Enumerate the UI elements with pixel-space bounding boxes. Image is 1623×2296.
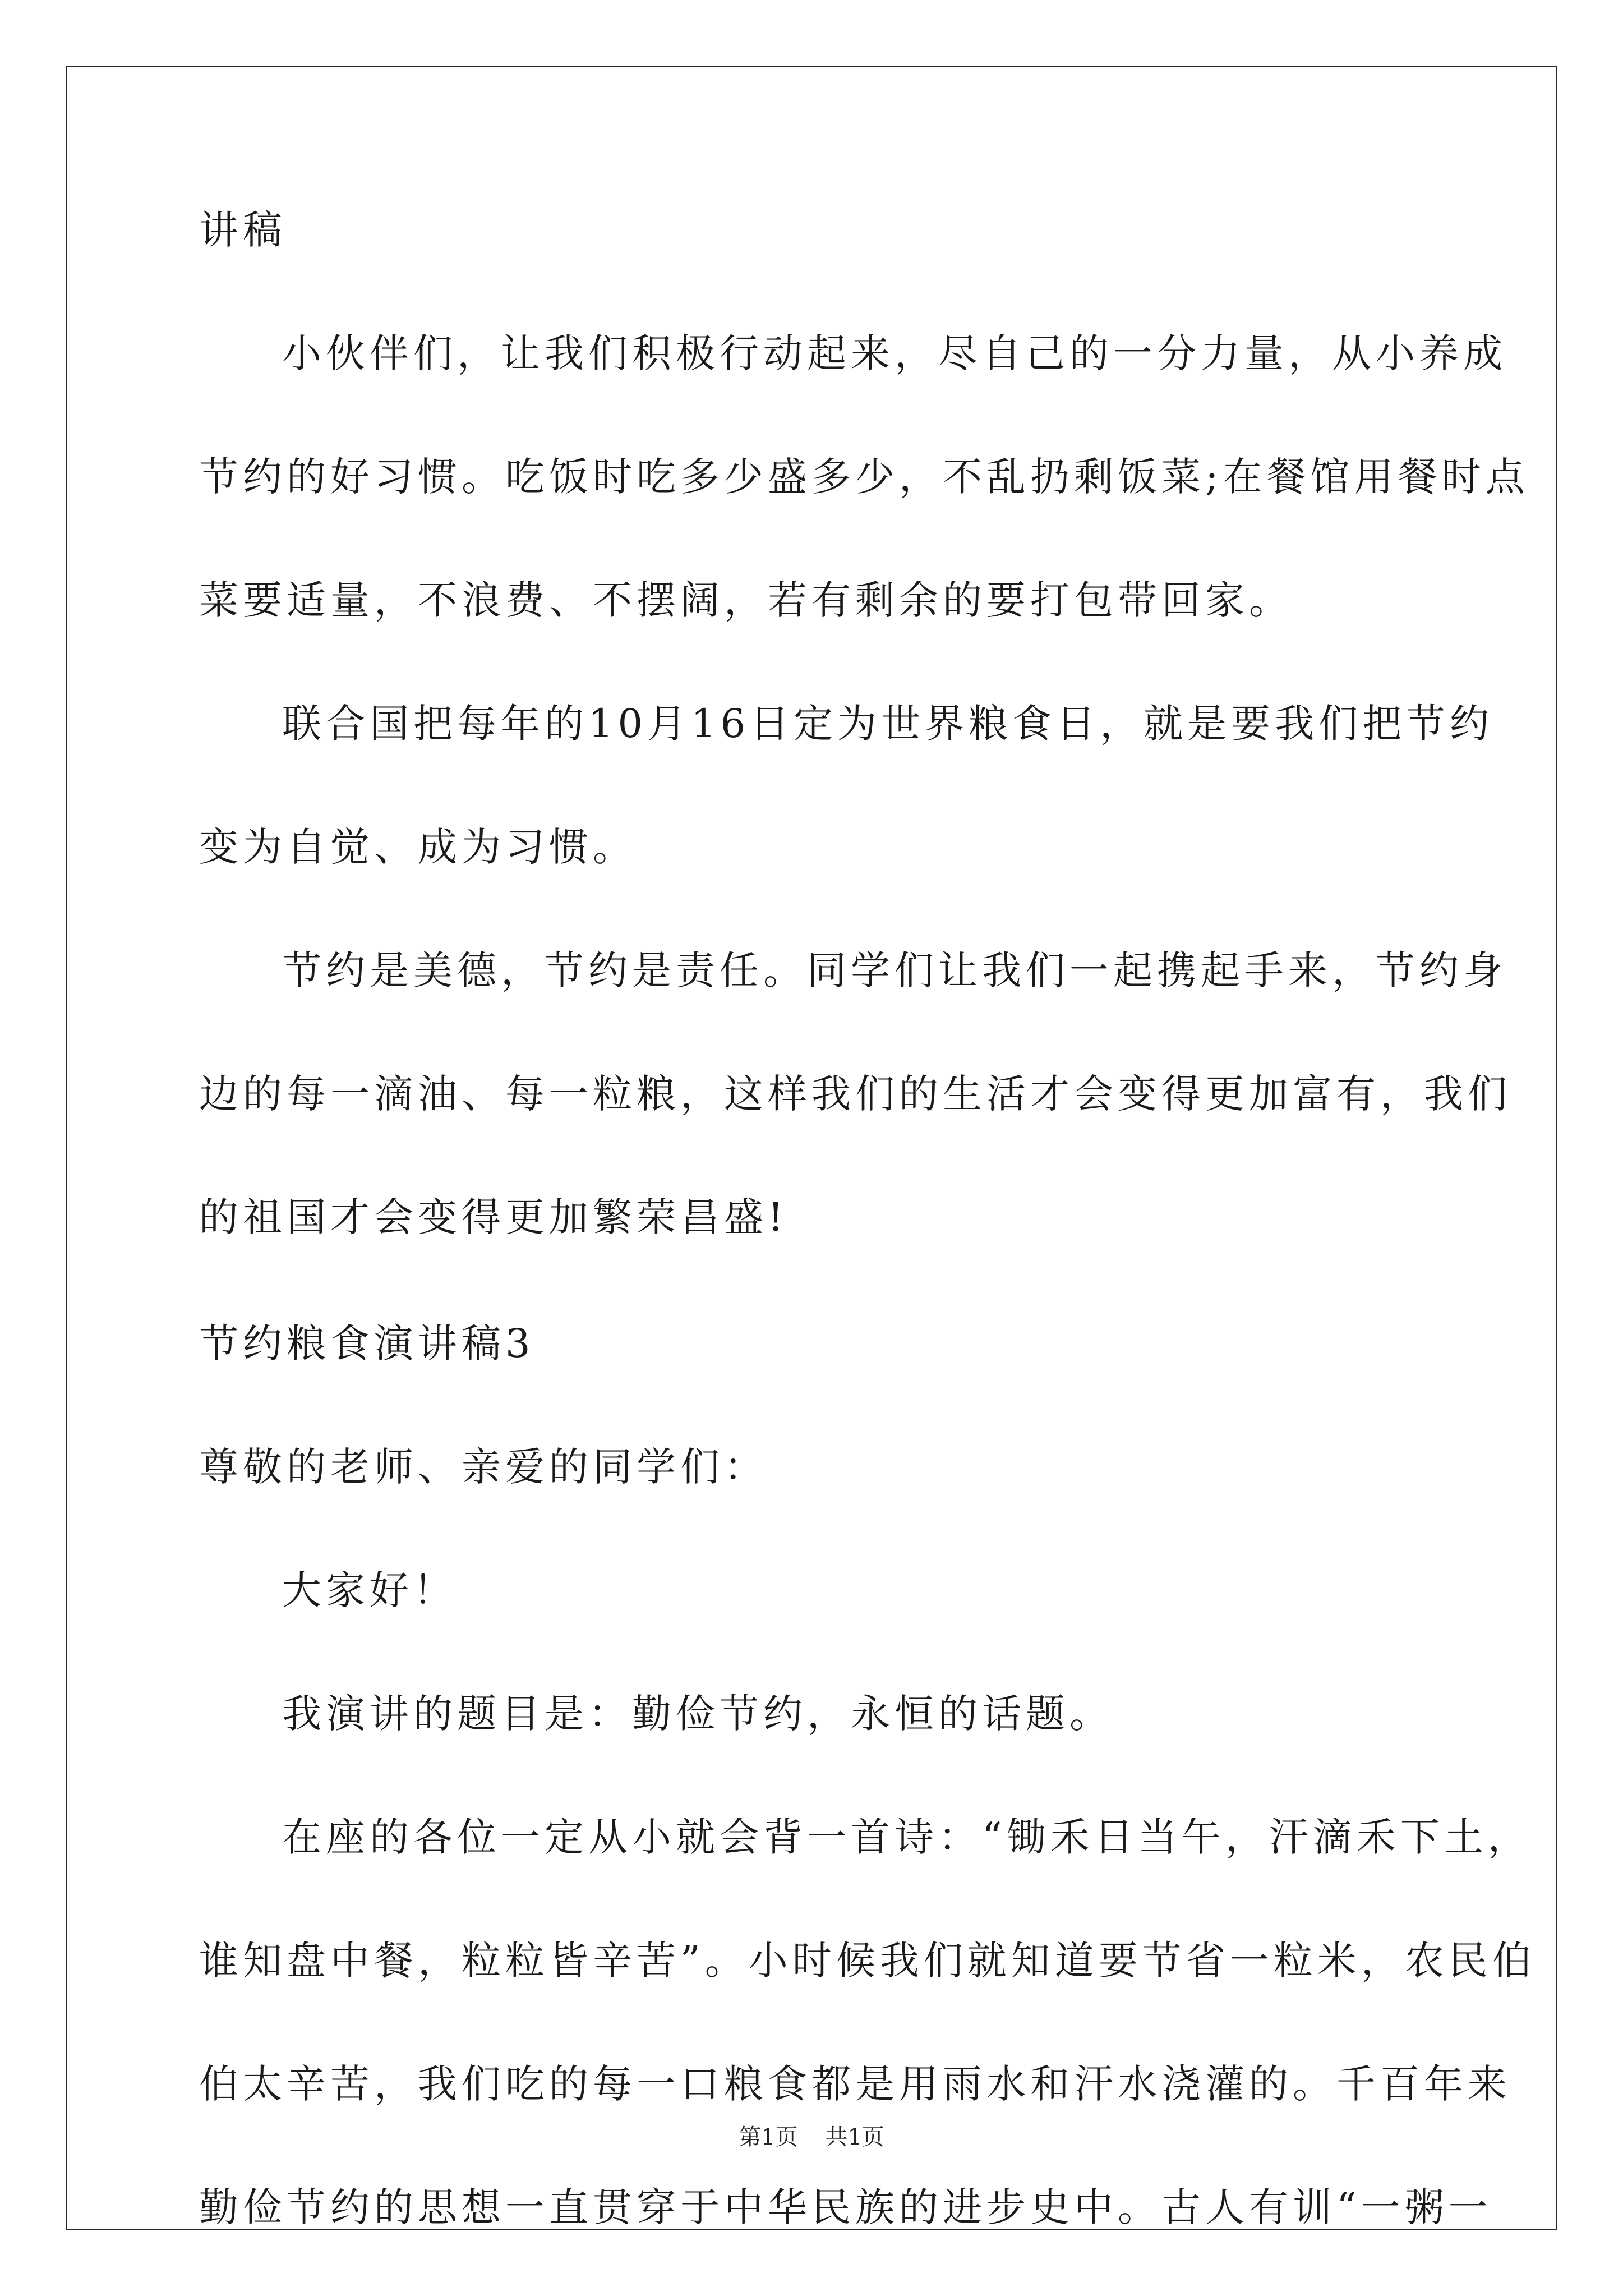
page-total: 共1页 bbox=[825, 2124, 884, 2150]
text-line: 边的每一滴油、每一粒粮，这样我们的生活才会变得更加富有，我们 bbox=[199, 1071, 1511, 1117]
greeting: 大家好！ bbox=[282, 1567, 457, 1613]
text-line: 谁知盘中餐，粒粒皆辛苦”。小时候我们就知道要节省一粒米，农民伯 bbox=[199, 1938, 1536, 1984]
section-heading: 节约粮食演讲稿3 bbox=[199, 1320, 535, 1366]
text-line: 菜要适量，不浪费、不摆阔，若有剩余的要打包带回家。 bbox=[199, 577, 1293, 623]
text-line: 联合国把每年的10月16日定为世界粮食日，就是要我们把节约 bbox=[282, 701, 1494, 747]
page-number: 第1页 bbox=[739, 2124, 798, 2150]
text-line: 变为自觉、成为习惯。 bbox=[199, 824, 637, 870]
page-frame bbox=[66, 66, 1557, 2230]
text-line: 讲稿 bbox=[199, 207, 287, 253]
text-line: 在座的各位一定从小就会背一首诗：“锄禾日当午，汗滴禾下土， bbox=[282, 1814, 1532, 1860]
text-line: 节约是美德，节约是责任。同学们让我们一起携起手来，节约身 bbox=[282, 947, 1507, 993]
salutation: 尊敬的老师、亲爱的同学们： bbox=[199, 1444, 768, 1490]
page-footer bbox=[0, 2120, 1623, 2154]
text-line: 的祖国才会变得更加繁荣昌盛! bbox=[199, 1194, 789, 1240]
text-line: 伯太辛苦，我们吃的每一口粮食都是用雨水和汗水浇灌的。千百年来 bbox=[199, 2061, 1511, 2107]
text-line: 节约的好习惯。吃饭时吃多少盛多少，不乱扔剩饭菜;在餐馆用餐时点 bbox=[199, 454, 1529, 500]
text-line: 勤俭节约的思想一直贯穿于中华民族的进步史中。古人有训“一粥一 bbox=[199, 2184, 1492, 2230]
text-line: 小伙伴们，让我们积极行动起来，尽自己的一分力量，从小养成 bbox=[282, 330, 1507, 376]
text-line: 我演讲的题目是：勤俭节约，永恒的话题。 bbox=[282, 1691, 1113, 1737]
